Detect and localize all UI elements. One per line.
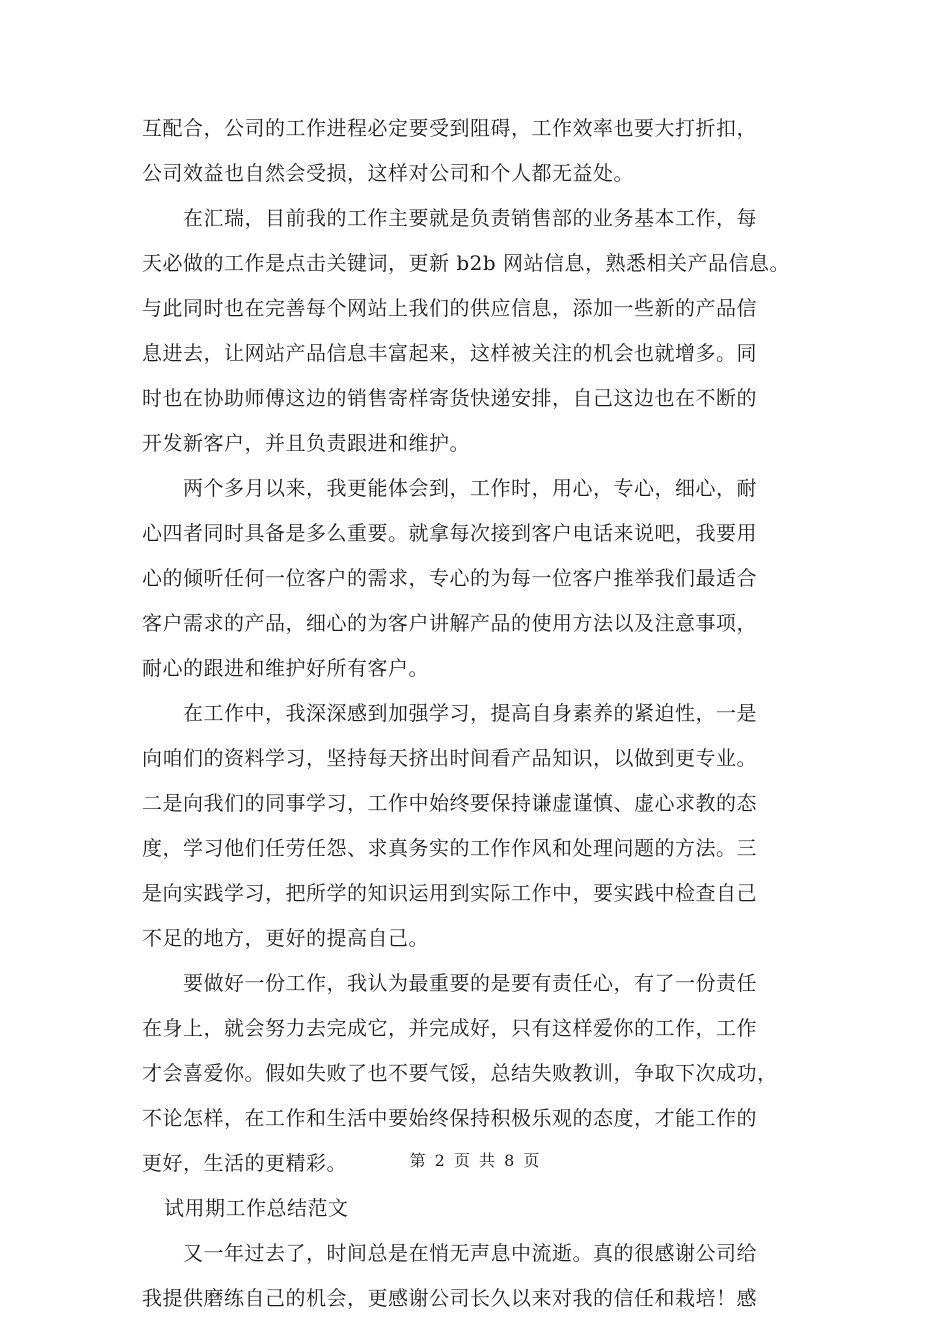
text-line: 在汇瑞，目前我的工作主要就是负责销售部的业务基本工作，每 <box>142 206 757 230</box>
text-line: 耐心的跟进和维护好所有客户。 <box>142 656 429 680</box>
text-line: 互配合，公司的工作进程必定要受到阻碍，工作效率也要大打折扣， <box>142 116 757 140</box>
text-line: 公司效益也自然会受损，这样对公司和个人都无益处。 <box>142 161 634 185</box>
text-line: 与此同时也在完善每个网站上我们的供应信息，添加一些新的产品信 <box>142 296 757 320</box>
text-line: 在身上，就会努力去完成它，并完成好，只有这样爱你的工作，工作 <box>142 1016 757 1040</box>
text-line: 心四者同时具备是多么重要。就拿每次接到客户电话来说吧，我要用 <box>142 521 757 545</box>
text-line: 又一年过去了，时间总是在悄无声息中流逝。真的很感谢公司给 <box>142 1241 757 1265</box>
text-line: 二是向我们的同事学习，工作中始终要保持谦虚谨慎、虚心求教的态 <box>142 791 757 815</box>
text-line: 度，学习他们任劳任怨、求真务实的工作作风和处理问题的方法。三 <box>142 836 757 860</box>
text-line: 才会喜爱你。假如失败了也不要气馁，总结失败教训，争取下次成功， <box>142 1061 778 1085</box>
text-line: 更好，生活的更精彩。 <box>142 1151 347 1175</box>
text-line: 向咱们的资料学习，坚持每天挤出时间看产品知识，以做到更专业。 <box>142 746 757 770</box>
section-heading: 试用期工作总结范文 <box>164 1196 349 1220</box>
document-body <box>142 106 806 1321</box>
text-line: 要做好一份工作，我认为最重要的是要有责任心，有了一份责任 <box>142 971 757 995</box>
text-line: 不论怎样，在工作和生活中要始终保持积极乐观的态度，才能工作的 <box>142 1106 757 1130</box>
text-line: 息进去，让网站产品信息丰富起来，这样被关注的机会也就增多。同 <box>142 341 757 365</box>
text-line: 心的倾听任何一位客户的需求，专心的为每一位客户推举我们最适合 <box>142 566 757 590</box>
text-line: 在工作中，我深深感到加强学习，提高自身素养的紧迫性，一是 <box>142 701 757 725</box>
page-number: 第 2 页 共 8 页 <box>409 1151 541 1170</box>
text-line: 天必做的工作是点击关键词，更新 b2b 网站信息，熟悉相关产品信息。 <box>142 251 791 275</box>
text-line: 客户需求的产品，细心的为客户讲解产品的使用方法以及注意事项， <box>142 611 757 635</box>
text-line: 开发新客户，并且负责跟进和维护。 <box>142 431 470 455</box>
text-line: 不足的地方，更好的提高自己。 <box>142 926 429 950</box>
text-line: 时也在协助师傅这边的销售寄样寄货快递安排，自己这边也在不断的 <box>142 386 757 410</box>
text-line: 是向实践学习，把所学的知识运用到实际工作中，要实践中检查自己 <box>142 881 757 905</box>
text-line: 两个多月以来，我更能体会到，工作时，用心，专心，细心，耐 <box>142 476 757 500</box>
text-line: 我提供磨练自己的机会，更感谢公司长久以来对我的信任和栽培！感 <box>142 1286 757 1310</box>
